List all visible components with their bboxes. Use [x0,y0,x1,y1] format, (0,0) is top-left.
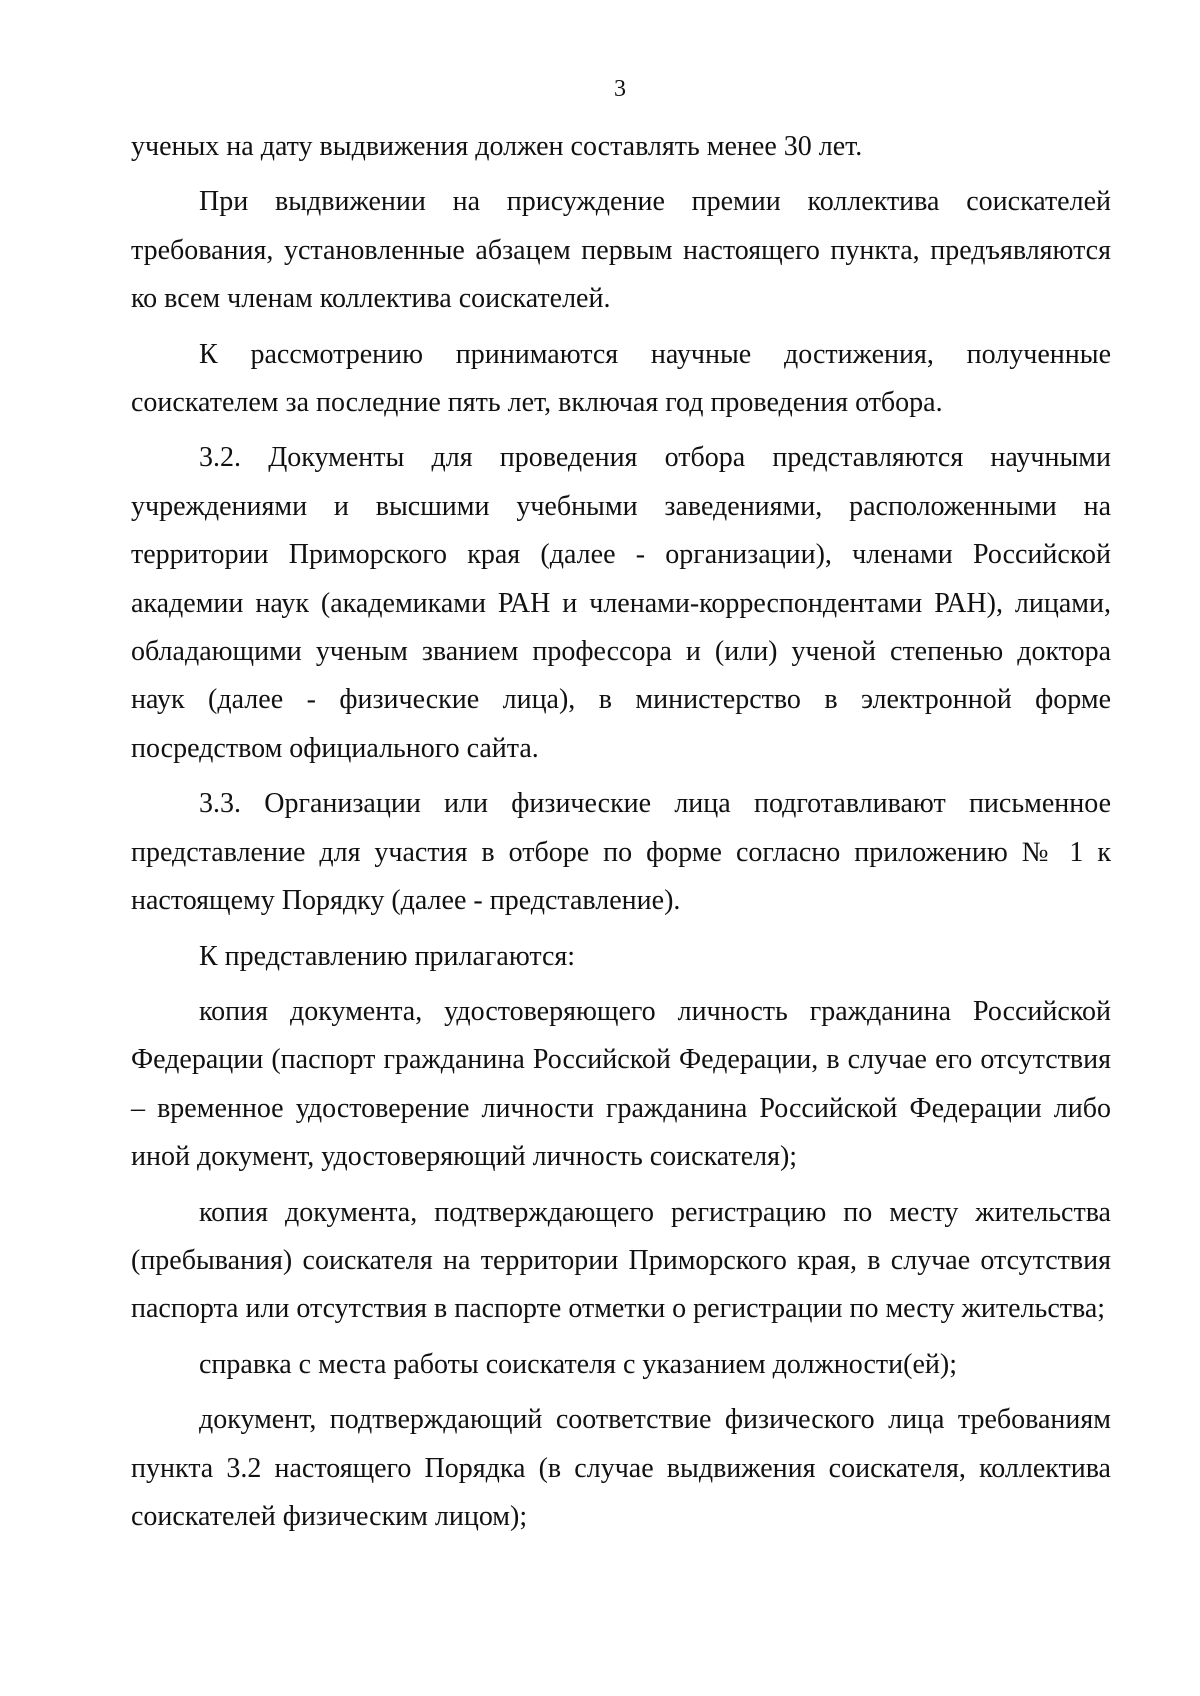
paragraph-achievements-period: К рассмотрению принимаются научные достижения, полученные соискателем за последние пять лет, включая год проведения отбора. [131,338,1111,419]
paragraph-3-3: 3.3. Организации или физические лица подготавливают письменное представление для участия в отборе по форме согласно приложению № 1 к настоящему Порядку (далее - представление). [131,788,1111,917]
list-item-registration-document: копия документа, подтверждающего регистрацию по месту жительства (пребывания) соискателя на территории Приморского края, в случае отсутствия паспорта или отсутствия в паспорте отметки о регистрации по месту жительства; [131,1196,1111,1325]
page-number: 3 [614,76,626,102]
paragraph-continuation: ученых на дату выдвижения должен составлять менее 30 лет. [131,131,863,162]
list-item-identity-document: копия документа, удостоверяющего личность гражданина Российской Федерации (паспорт гражданина Российской Федерации, в случае его отсутствия – временное удостоверение личности гражданина Российской Федерации либо иной документ, удостоверяющий личность соискателя); [131,995,1111,1173]
paragraph-3-2: 3.2. Документы для проведения отбора представляются научными учреждениями и высшими учебными заведениями, расположенными на территории Приморского края (далее - организации), членами Российской академии наук (академиками РАН и членами-корреспондентами РАН), лицами, обладающими ученым званием профессора и (или) ученой степенью доктора наук (далее - физические лица), в министерство в электронной форме посредством официального сайта. [131,442,1111,764]
list-item-employment-certificate: справка с места работы соискателя с указанием должности(ей); [199,1348,957,1380]
document-body [131,123,1111,1541]
list-item-compliance-document: документ, подтверждающий соответствие физического лица требованиям пункта 3.2 настоящего Порядка (в случае выдвижения соискателя, коллектива соискателей физическим лицом); [131,1404,1111,1532]
paragraph-attachments-intro: К представлению прилагаются: [199,940,576,972]
paragraph-collective-requirements: При выдвижении на присуждение премии коллектива соискателей требования, установленные абзацем первым настоящего пункта, предъявляются ко всем членам коллектива соискателей. [131,186,1111,315]
